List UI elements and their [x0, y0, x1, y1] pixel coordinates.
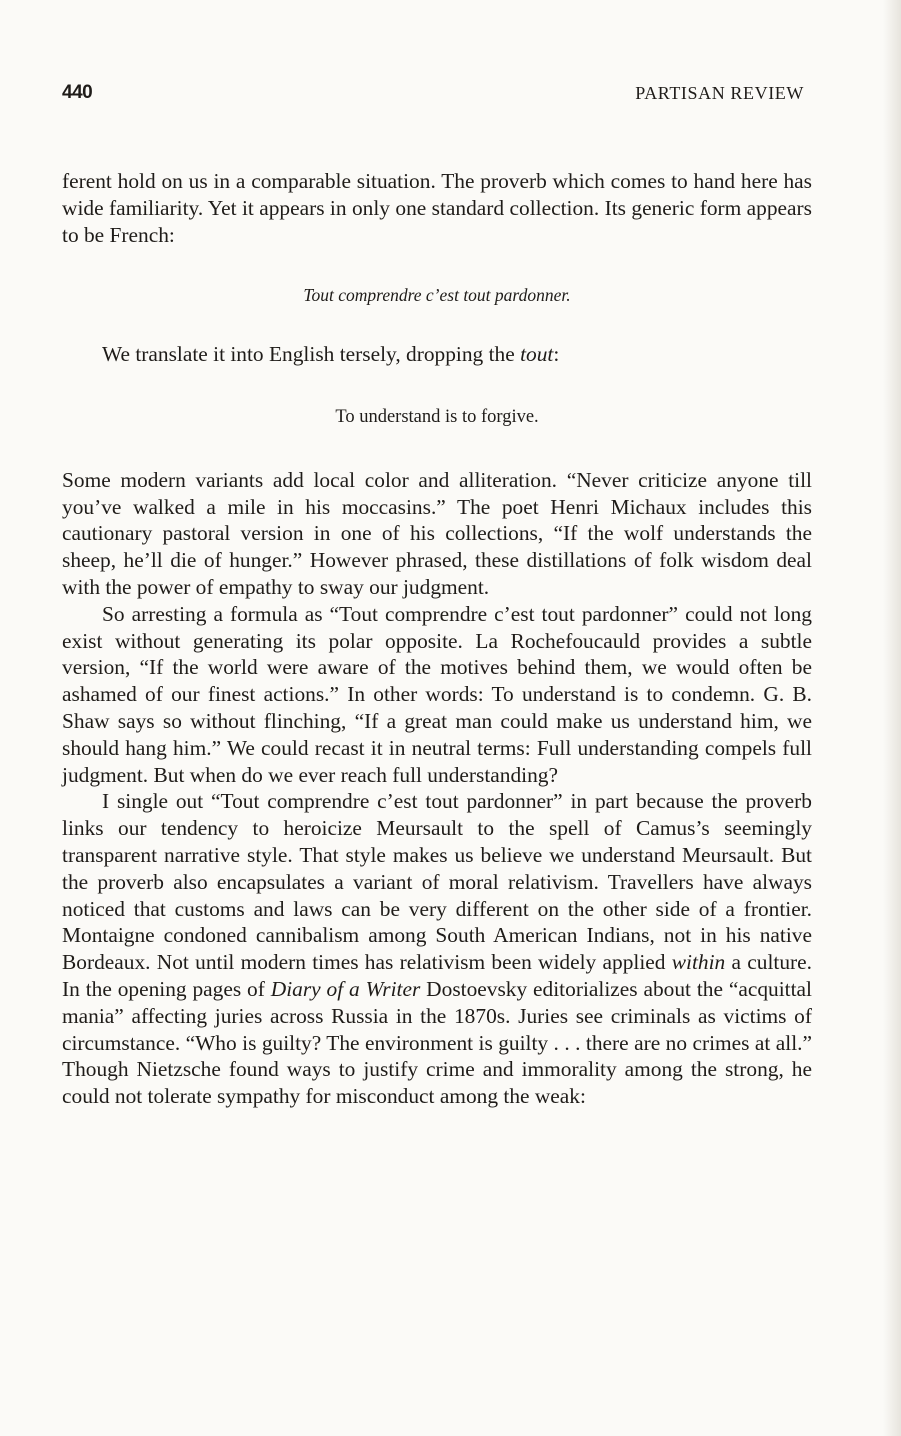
paragraph-continued: ferent hold on us in a comparable situation. The proverb which comes to hand here has wide familiarity. Yet it appears in only one standard collection. Its generic form appears to be French:: [62, 169, 812, 247]
relativism-text-a: I single out “Tout comprendre c’est tout pardonner” in part because the proverb links our tendency to heroicize Meursault to the spell of Camus’s seemingly transparent narrative style. That style makes us believe we understand Meursault. But the proverb also encapsulates a variant of moral relativism. Travellers have always noticed that customs and laws can be very different on the other side of a frontier. Montaigne condoned cannibalism among South American Indians, not in his native Bordeaux. Not until modern times has relativism been widely applied: [62, 789, 812, 975]
page-header: [62, 82, 804, 112]
paragraph-relativism: [62, 788, 812, 1110]
translation-colon: :: [553, 342, 560, 367]
translation-text: We translate it into English tersely, dropping the: [102, 342, 521, 367]
page-number: 440: [62, 82, 93, 103]
paragraph-translation: [62, 341, 812, 368]
body-text: [62, 168, 812, 1110]
emphasis-tout: tout: [520, 342, 554, 367]
page-edge-shadow: [883, 0, 901, 1436]
english-proverb: To understand is to forgive.: [335, 406, 539, 427]
paragraph-opposite: So arresting a formula as “Tout comprendre c’est tout pardonner” could not long exist without generating its polar opposite. La Rochefoucauld provides a subtle version, “If the world were aware of the motives behind them, we would often be ashamed of our finest actions.” In other words: To understand is to condemn. G. B. Shaw says so without flinching, “If a great man could make us understand him, we should hang him.” We could recast it in neutral terms: Full understanding compels full judgment. But when do we ever reach full understanding?: [62, 601, 812, 787]
emphasis-within: within: [671, 950, 726, 975]
paragraph-variants: Some modern variants add local color and alliteration. “Never criticize anyone till you’ve walked a mile in his moccasins.” The poet Henri Michaux includes this cautionary pastoral version in one of his collections, “If the wolf understands the sheep, he’ll die of hunger.” However phrased, these distillations of folk wisdom deal with the power of empathy to sway our judgment.: [62, 467, 812, 599]
running-head: PARTISAN REVIEW: [635, 83, 804, 103]
book-title-diary: Diary of a Writer: [270, 976, 421, 1001]
french-proverb: Tout comprendre c’est tout pardonner.: [303, 285, 571, 306]
relativism-text-b: a culture. In the opening pages of: [62, 950, 812, 1001]
relativism-text-c: Dostoevsky editorializes about the “acquittal mania” affecting juries across Russia in the 1870s. Juries see criminals as victims of circumstance. “Who is guilty? The environment is guilty . . . there are no crimes at all.” Though Nietzsche found ways to justify crime and immorality among the strong, he could not tolerate sympathy for misconduct among the weak:: [62, 976, 812, 1109]
